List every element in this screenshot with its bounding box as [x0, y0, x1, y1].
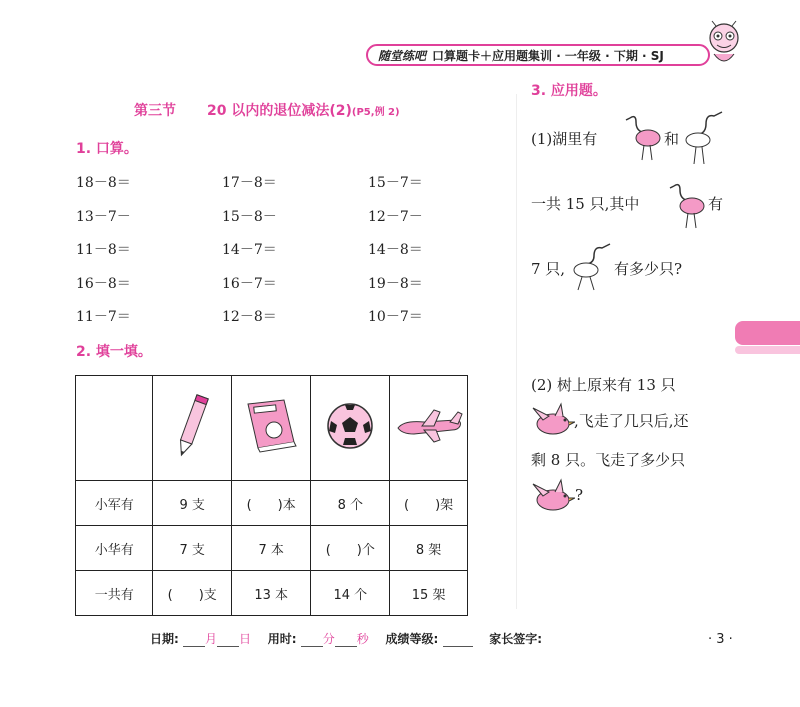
table-cell: 7 支 [153, 526, 232, 571]
arith-item: 15－7＝ [368, 175, 423, 191]
pencil-icon [172, 391, 212, 461]
grade-blank[interactable] [443, 634, 473, 647]
month-blank[interactable] [183, 634, 205, 647]
airplane-icon [394, 406, 464, 446]
page-number: · 3 · [708, 632, 733, 647]
table-cell: 7 本 [232, 526, 311, 571]
minute-label: 分 [322, 632, 335, 646]
blank-cell[interactable]: ( )个 [311, 526, 390, 571]
blank-cell[interactable]: ( )支 [153, 571, 232, 616]
white-crane-icon [568, 240, 612, 292]
arith-item: 16－7＝ [222, 276, 277, 292]
second-label: 秒 [356, 632, 369, 646]
book-icon [240, 396, 302, 456]
p2-text-b: ,飞走了几只后,还 [574, 412, 689, 430]
parent-signature-label: 家长签字: [489, 632, 543, 646]
banner-text: 口算题卡＋应用题集训 · 一年级 · 下期 · SJ [432, 48, 664, 63]
series-name: 随堂练吧 [378, 48, 427, 63]
p2-text-c: 剩 8 只。飞走了多少只 [531, 451, 686, 469]
arith-item: 11－8＝ [76, 242, 131, 258]
header-banner [366, 44, 710, 66]
pencil-cell [153, 376, 232, 481]
pink-flamingo-icon [666, 180, 706, 230]
blank-cell[interactable]: ( )架 [390, 481, 468, 526]
arith-item: 10－7＝ [368, 309, 423, 325]
column-divider [516, 94, 517, 609]
mascot-icon [704, 20, 744, 70]
arith-item: 11－7＝ [76, 309, 131, 325]
p1-text-d: 有 [708, 195, 724, 213]
side-tab [735, 321, 800, 345]
arith-item: 12－7－ [368, 209, 423, 225]
blank-cell[interactable]: ( )本 [232, 481, 311, 526]
p1-text-a: (1)湖里有 [531, 130, 598, 148]
grade-label: 成绩等级: [385, 632, 439, 646]
row-label: 小华有 [76, 526, 153, 571]
table-cell: 15 架 [390, 571, 468, 616]
arith-item: 14－7＝ [222, 242, 277, 258]
side-tab-shadow [735, 346, 800, 354]
pink-flamingo-icon [622, 112, 662, 162]
p1-text-c: 一共 15 只,其中 [531, 195, 640, 213]
plane-cell [390, 376, 468, 481]
soccer-ball-icon [325, 401, 375, 451]
p2-text-d: ? [575, 486, 584, 504]
month-label: 月 [205, 632, 218, 646]
arith-item: 14－8＝ [368, 242, 423, 258]
row-label: 一共有 [76, 571, 153, 616]
p1-text-f: 有多少只? [614, 260, 683, 278]
p1-text-e: 7 只, [531, 260, 566, 278]
arith-item: 16－8＝ [76, 276, 131, 292]
minute-blank[interactable] [301, 634, 323, 647]
lesson-title [207, 100, 400, 120]
arith-item: 12－8＝ [222, 309, 277, 325]
part1-heading: 1. 口算。 [76, 141, 138, 157]
fill-table [75, 375, 468, 616]
arith-item: 19－8＝ [368, 276, 423, 292]
lesson-title-text: 20 以内的退位减法(2) [207, 103, 352, 119]
table-cell: 13 本 [232, 571, 311, 616]
arith-item: 17－8＝ [222, 175, 277, 191]
ball-cell [311, 376, 390, 481]
row-label: 小军有 [76, 481, 153, 526]
p2-text-a: (2) 树上原来有 13 只 [531, 376, 676, 394]
footer [150, 630, 542, 647]
table-cell: 8 架 [390, 526, 468, 571]
time-label: 用时: [267, 632, 297, 646]
corner-cell [76, 376, 153, 481]
date-label: 日期: [150, 632, 179, 646]
arith-item: 18－8＝ [76, 175, 131, 191]
part2-heading: 2. 填一填。 [76, 344, 152, 360]
book-cell [232, 376, 311, 481]
section-label: 第三节 [134, 103, 176, 119]
bird-icon [529, 402, 575, 438]
white-crane-icon [682, 108, 724, 166]
day-label: 日 [239, 632, 252, 646]
bird-icon [529, 478, 575, 514]
arith-item: 13－7－ [76, 209, 131, 225]
day-blank[interactable] [217, 634, 239, 647]
lesson-ref: (P5,例 2) [351, 107, 400, 118]
p1-text-b: 和 [664, 130, 680, 148]
table-cell: 8 个 [311, 481, 390, 526]
table-cell: 9 支 [153, 481, 232, 526]
second-blank[interactable] [335, 634, 357, 647]
arith-item: 15－8－ [222, 209, 277, 225]
table-cell: 14 个 [311, 571, 390, 616]
part3-heading: 3. 应用题。 [531, 83, 607, 99]
